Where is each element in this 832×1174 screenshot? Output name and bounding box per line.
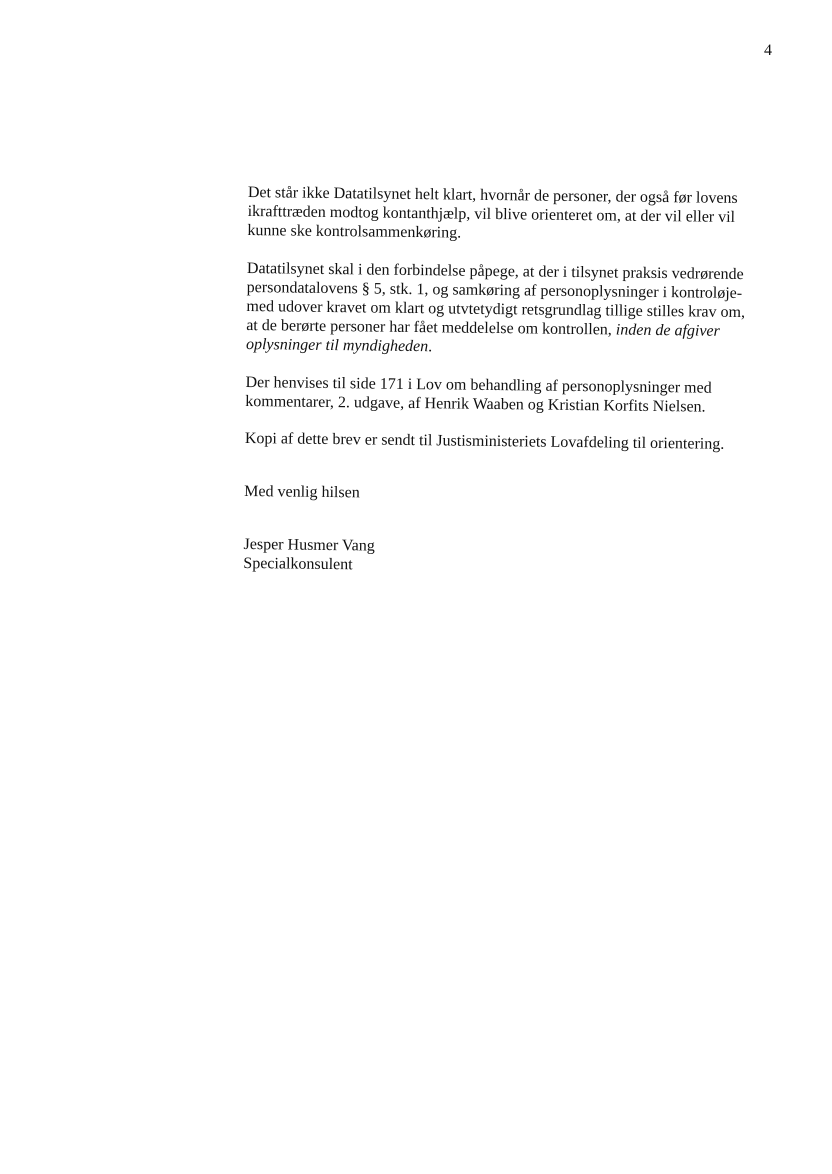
text-line: Det står ikke Datatilsynet helt klart, hvornår de personer, der også før lovens — [247, 183, 738, 207]
text-line: med udover kravet om klart og utvtetydigt retsgrundlag tillige stilles krav om, — [246, 297, 746, 322]
text-line: Der henvises til side 171 i Lov om behandling af personoplysninger med — [245, 373, 712, 397]
text-line: Kopi af dette brev er sendt til Justisministeriets Lovafdeling til orientering. — [244, 429, 725, 453]
signature-block — [243, 535, 767, 579]
text-line: kommentarer, 2. udgave, af Henrik Waaben og Kristian Korfits Nielsen. — [245, 392, 706, 416]
text-segment: . — [428, 338, 433, 356]
closing-salutation: Med venlig hilsen — [244, 482, 360, 502]
text-segment: at de berørte personer har fået meddelelse om kontrollen, — [246, 316, 616, 339]
page-number: 4 — [764, 42, 772, 59]
text-line: ikrafttræden modtog kontanthjælp, vil blive orienteret om, at der vil eller vil — [247, 202, 736, 226]
emphasized-text: inden de afgiver — [615, 321, 720, 340]
signatory-name: Jesper Husmer Vang — [243, 535, 375, 555]
text-line: kunne ske kontrolsammenkøring. — [247, 221, 462, 242]
signatory-title: Specialkonsulent — [243, 554, 353, 574]
paragraph-copy-notice — [245, 429, 769, 454]
paragraph-reference — [245, 373, 769, 417]
emphasized-text: oplysninger til myndigheden — [245, 335, 429, 356]
text-line: Datatilsynet skal i den forbindelse påpege, at der i tilsynet praksis vedrørende — [246, 259, 744, 284]
text-line: persondatalovens § 5, stk. 1, og samkøring af personoplysninger i kontroløje- — [246, 278, 743, 303]
paragraph-practice-note — [246, 259, 771, 360]
letter-body — [243, 183, 772, 579]
paragraph-clarity-concern — [247, 183, 772, 246]
